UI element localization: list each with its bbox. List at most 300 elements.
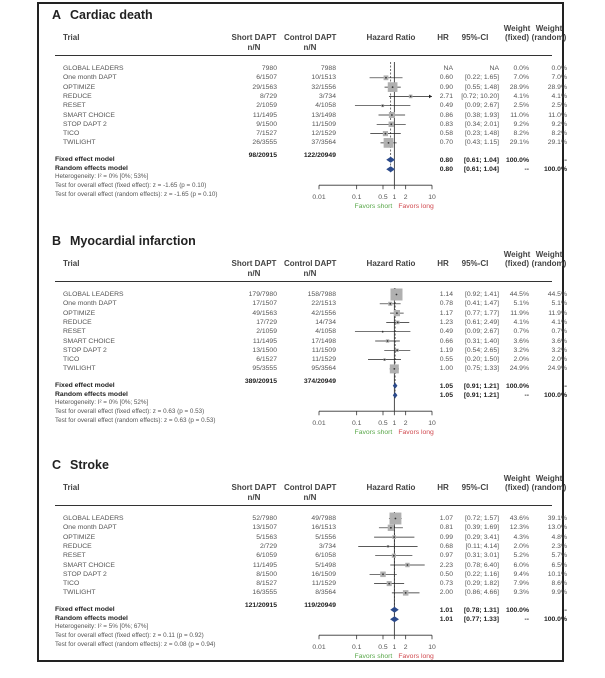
control-dapt-events: 11/1529	[311, 580, 336, 588]
x-tick-label: 1	[392, 644, 397, 652]
weight-random: 5.1%	[551, 300, 567, 308]
ci-value: [0.31; 1.40]	[464, 337, 499, 345]
header-weight-random-sub: (random)	[531, 33, 567, 42]
ci-value: [0.77; 1.77]	[464, 309, 499, 317]
fixed-weight-fixed: 100.0%	[505, 156, 529, 164]
ci-value: [0.55; 1.48]	[464, 83, 499, 91]
weight-fixed: 4.1%	[513, 318, 529, 326]
weight-fixed: 5.2%	[513, 552, 529, 560]
trial-name: RESET	[63, 102, 86, 110]
trial-name: TICO	[63, 130, 80, 138]
test-fixed-note: Test for overall effect (fixed effect): z = -1.65 (p = 0.10)	[55, 182, 207, 190]
header-trial: Trial	[63, 259, 80, 268]
weight-fixed: 7.9%	[513, 580, 529, 588]
short-dapt-events: 29/1563	[252, 83, 277, 91]
short-dapt-events: 8/1500	[256, 570, 277, 578]
x-tick-label: 0.5	[378, 420, 388, 428]
weight-random: 0.0%	[551, 65, 567, 72]
favors-long-label: Favors long	[398, 653, 434, 661]
weight-random: 8.2%	[551, 130, 567, 138]
trial-name: One month DAPT	[63, 300, 117, 308]
ci-value: [0.20; 1.50]	[464, 356, 499, 364]
fixed-weight-fixed: 100.0%	[505, 606, 529, 614]
short-dapt-events: 6/1059	[256, 552, 277, 560]
trial-name: TWILIGHT	[63, 589, 96, 597]
trial-name: SMART CHOICE	[63, 337, 115, 345]
point-estimate	[393, 536, 395, 538]
hr-value: 0.60	[439, 74, 453, 82]
short-dapt-events: 13/1500	[252, 346, 277, 354]
trial-name: RESET	[63, 328, 86, 336]
ci-value: [0.72; 10.20]	[461, 92, 499, 100]
fixed-weight-random: --	[562, 606, 567, 614]
short-dapt-events: 17/729	[256, 318, 277, 326]
ci-value: [0.09; 2.67]	[464, 102, 499, 110]
point-estimate	[390, 527, 392, 529]
trial-name: REDUCE	[63, 318, 92, 326]
weight-random: 9.2%	[551, 120, 567, 128]
trial-name: GLOBAL LEADERS	[63, 65, 124, 72]
trial-name: RESET	[63, 552, 86, 560]
weight-fixed: 5.1%	[513, 300, 529, 308]
point-estimate	[407, 564, 409, 566]
ci-value: [0.38; 1.93]	[464, 111, 499, 119]
ci-value: [0.61; 2.49]	[464, 318, 499, 326]
ci-value: [0.29; 1.82]	[464, 580, 499, 588]
weight-random: 11.0%	[548, 111, 567, 119]
hr-value: 1.00	[439, 365, 453, 373]
weight-fixed: 8.2%	[513, 130, 529, 138]
header-control-dapt: Control DAPT	[284, 483, 337, 492]
favors-long-label: Favors long	[398, 429, 434, 437]
short-dapt-total: 98/20915	[248, 151, 277, 159]
panel-title-text: Stroke	[70, 458, 109, 472]
header-trial: Trial	[63, 483, 80, 492]
weight-fixed: 4.3%	[513, 533, 529, 541]
random-ci-value: [0.77; 1.33]	[463, 616, 499, 624]
control-dapt-events: 13/1498	[311, 111, 336, 119]
short-dapt-total: 389/20915	[244, 377, 277, 385]
x-tick-label: 1	[392, 420, 397, 428]
random-hr-value: 1.05	[439, 392, 453, 400]
header-ci: 95%-CI	[461, 483, 489, 492]
control-dapt-events: 8/3564	[315, 589, 336, 597]
trial-name: GLOBAL LEADERS	[63, 291, 124, 298]
random-weight-fixed: --	[524, 392, 529, 400]
x-tick-label: 2	[403, 194, 408, 202]
short-dapt-events: 11/1495	[252, 111, 277, 119]
weight-random: 4.8%	[551, 533, 567, 541]
x-tick-label: 0.1	[351, 194, 362, 202]
favors-short-label: Favors short	[354, 203, 393, 211]
x-tick-label: 0.01	[312, 420, 326, 428]
control-dapt-events: 158/7988	[307, 291, 336, 298]
header-control-nn: n/N	[303, 269, 317, 278]
weight-random: 9.9%	[551, 589, 567, 597]
trial-name: TICO	[63, 580, 80, 588]
short-dapt-events: 13/1507	[252, 524, 277, 532]
control-dapt-events: 6/1058	[315, 552, 336, 560]
fixed-weight-random: --	[562, 156, 567, 164]
header-weight-fixed: Weight	[503, 24, 531, 33]
short-dapt-events: 16/3555	[252, 589, 277, 597]
control-dapt-events: 4/1058	[315, 102, 336, 110]
point-estimate	[395, 518, 397, 520]
point-estimate	[387, 546, 389, 548]
test-fixed-note: Test for overall effect (fixed effect): z = 0.11 (p = 0.92)	[55, 632, 204, 640]
random-hr-value: 1.01	[439, 616, 453, 624]
header-short-dapt: Short DAPT	[231, 33, 277, 42]
header-control-dapt: Control DAPT	[284, 33, 337, 42]
weight-fixed: 2.5%	[513, 102, 529, 110]
header-weight-random-sub: (random)	[531, 483, 567, 492]
ci-value: [0.41; 1.47]	[464, 300, 499, 308]
ci-value: [0.78; 6.40]	[464, 561, 499, 569]
random-weight-fixed: --	[524, 616, 529, 624]
test-fixed-note: Test for overall effect (fixed effect): z = 0.63 (p = 0.53)	[55, 408, 205, 416]
header-weight-random: Weight	[535, 24, 563, 33]
hr-value: 0.86	[439, 111, 453, 119]
ci-value: [0.34; 2.01]	[464, 120, 499, 128]
x-tick-label: 0.01	[312, 644, 326, 652]
weight-fixed: 11.0%	[510, 111, 529, 119]
hr-value: 1.19	[439, 346, 453, 354]
control-dapt-events: 37/3564	[311, 139, 336, 147]
ci-value: [0.22; 1.65]	[464, 74, 499, 82]
fixed-effect-label: Fixed effect model	[55, 155, 115, 163]
panel-title-text: Myocardial infarction	[70, 234, 196, 248]
favors-short-label: Favors short	[354, 429, 393, 437]
weight-random: 39.1%	[547, 515, 567, 522]
random-weight-random: 100.0%	[543, 392, 567, 400]
x-tick-label: 1	[392, 194, 397, 202]
control-dapt-events: 7988	[320, 65, 336, 72]
trial-name: REDUCE	[63, 92, 92, 100]
random-effects-label: Random effects model	[55, 391, 128, 399]
x-tick-label: 0.5	[378, 644, 388, 652]
heterogeneity-note: Heterogeneity: I² = 5% [0%; 67%]	[55, 623, 149, 631]
ci-value: [0.54; 2.65]	[464, 346, 499, 354]
heterogeneity-note: Heterogeneity: I² = 0% [0%; 53%]	[55, 173, 149, 181]
ci-value: [0.22; 1.16]	[464, 570, 499, 578]
header-hr: HR	[437, 483, 449, 492]
trial-name: REDUCE	[63, 542, 92, 550]
control-dapt-events: 16/1513	[311, 524, 336, 532]
short-dapt-events: 49/1563	[252, 309, 277, 317]
hr-value: 0.97	[439, 552, 453, 560]
control-dapt-events: 32/1556	[311, 83, 336, 91]
weight-random: 3.6%	[551, 337, 567, 345]
trial-name: STOP DAPT 2	[63, 346, 107, 354]
control-dapt-events: 11/1509	[311, 346, 336, 354]
short-dapt-events: 6/1527	[256, 356, 277, 364]
test-random-note: Test for overall effect (random effects): z = 0.63 (p = 0.53)	[55, 417, 216, 425]
random-effects-label: Random effects model	[55, 165, 128, 173]
header-ci: 95%-CI	[461, 259, 489, 268]
random-weight-random: 100.0%	[543, 616, 567, 624]
control-dapt-events: 12/1529	[311, 130, 336, 138]
header-weight-fixed-sub: (fixed)	[505, 33, 529, 42]
hr-value: 0.55	[439, 356, 453, 364]
header-short-nn: n/N	[247, 269, 261, 278]
ci-value: [0.72; 1.57]	[464, 515, 499, 522]
weight-fixed: 6.0%	[513, 561, 529, 569]
fixed-ci-value: [0.91; 1.21]	[463, 382, 499, 390]
heterogeneity-note: Heterogeneity: I² = 0% [0%; 52%]	[55, 399, 149, 407]
short-dapt-events: 7/1527	[256, 130, 277, 138]
ci-value: [0.86; 4.66]	[464, 589, 499, 597]
fixed-ci-value: [0.78; 1.31]	[463, 606, 499, 614]
weight-fixed: 9.4%	[513, 570, 529, 578]
weight-fixed: 11.9%	[510, 309, 529, 317]
trial-name: SMART CHOICE	[63, 561, 115, 569]
weight-fixed: 2.0%	[513, 542, 529, 550]
weight-random: 5.7%	[551, 552, 567, 560]
fixed-hr-value: 0.80	[439, 156, 453, 164]
hr-value: 2.23	[439, 561, 453, 569]
point-estimate	[405, 592, 407, 594]
short-dapt-events: 26/3555	[252, 139, 277, 147]
fixed-effect-label: Fixed effect model	[55, 605, 115, 613]
x-tick-label: 10	[428, 420, 436, 428]
point-estimate	[388, 583, 390, 585]
ci-value: [0.75; 1.33]	[464, 365, 499, 373]
ci-value: NA	[489, 65, 499, 72]
trial-name: One month DAPT	[63, 524, 117, 532]
short-dapt-events: 52/7980	[252, 515, 277, 522]
fixed-weight-fixed: 100.0%	[505, 382, 529, 390]
random-effects-label: Random effects model	[55, 615, 128, 623]
short-dapt-events: 179/7980	[248, 291, 277, 298]
weight-random: 11.9%	[548, 309, 567, 317]
short-dapt-events: 17/1507	[252, 300, 277, 308]
header-hazard-ratio: Hazard Ratio	[366, 259, 416, 268]
weight-fixed: 24.9%	[509, 365, 529, 373]
weight-random: 4.1%	[551, 92, 567, 100]
trial-name: One month DAPT	[63, 74, 117, 82]
ci-value: [0.92; 1.41]	[464, 291, 499, 298]
panel-letter: A	[52, 8, 62, 22]
hr-value: NA	[443, 65, 453, 72]
x-tick-label: 0.5	[378, 194, 388, 202]
control-dapt-events: 3/734	[318, 542, 336, 550]
random-weight-fixed: --	[524, 166, 529, 174]
figure-frame	[37, 2, 567, 662]
fixed-diamond	[390, 607, 398, 613]
header-weight-random: Weight	[535, 474, 563, 483]
header-control-dapt: Control DAPT	[284, 259, 337, 268]
short-dapt-events: 2/1059	[256, 102, 277, 110]
weight-fixed: 12.3%	[509, 524, 529, 532]
hr-value: 0.73	[439, 580, 453, 588]
control-dapt-events: 3/734	[318, 92, 336, 100]
ci-value: [0.29; 3.41]	[464, 533, 499, 541]
short-dapt-events: 8/1527	[256, 580, 277, 588]
point-estimate	[382, 573, 384, 575]
favors-short-label: Favors short	[354, 653, 393, 661]
weight-fixed: 0.7%	[513, 328, 529, 336]
weight-random: 13.0%	[547, 524, 567, 532]
hr-value: 2.71	[439, 92, 453, 100]
short-dapt-total: 121/20915	[244, 601, 277, 609]
hr-value: 0.68	[439, 542, 453, 550]
panel-title-text: Cardiac death	[70, 8, 153, 22]
hr-value: 0.83	[439, 120, 453, 128]
hr-value: 0.90	[439, 83, 453, 91]
x-tick-label: 10	[428, 644, 436, 652]
trial-name: TWILIGHT	[63, 365, 96, 373]
weight-random: 44.5%	[547, 291, 567, 298]
fixed-hr-value: 1.05	[439, 382, 453, 390]
random-weight-random: 100.0%	[543, 166, 567, 174]
weight-random: 8.6%	[551, 580, 567, 588]
short-dapt-events: 8/729	[259, 92, 277, 100]
weight-random: 28.9%	[547, 83, 567, 91]
fixed-ci-value: [0.61; 1.04]	[463, 156, 499, 164]
weight-fixed: 7.0%	[513, 74, 529, 82]
weight-random: 10.1%	[547, 570, 567, 578]
hr-value: 1.17	[439, 309, 453, 317]
random-ci-value: [0.61; 1.04]	[463, 166, 499, 174]
favors-long-label: Favors long	[398, 203, 434, 211]
control-dapt-events: 42/1556	[311, 309, 336, 317]
x-tick-label: 2	[403, 420, 408, 428]
control-dapt-events: 95/3564	[311, 365, 336, 373]
control-dapt-events: 5/1498	[315, 561, 336, 569]
point-estimate	[393, 555, 395, 557]
hr-value: 0.49	[439, 102, 453, 110]
trial-name: TICO	[63, 356, 80, 364]
hr-value: 1.14	[439, 291, 453, 298]
weight-random: 2.5%	[551, 102, 567, 110]
trial-name: STOP DAPT 2	[63, 120, 107, 128]
control-dapt-events: 11/1509	[311, 120, 336, 128]
ci-value: [0.43; 1.15]	[464, 139, 499, 147]
hr-value: 0.66	[439, 337, 453, 345]
header-weight-random-sub: (random)	[531, 259, 567, 268]
control-dapt-events: 22/1513	[311, 300, 336, 308]
header-weight-fixed-sub: (fixed)	[505, 483, 529, 492]
hr-value: 0.70	[439, 139, 453, 147]
weight-random: 24.9%	[547, 365, 567, 373]
header-hr: HR	[437, 259, 449, 268]
short-dapt-events: 5/1563	[256, 533, 277, 541]
random-hr-value: 0.80	[439, 166, 453, 174]
panel-letter: B	[52, 234, 62, 248]
weight-random: 2.3%	[551, 542, 567, 550]
trial-name: OPTIMIZE	[63, 309, 96, 317]
weight-fixed: 43.6%	[509, 515, 529, 522]
header-weight-fixed: Weight	[503, 474, 531, 483]
short-dapt-events: 2/729	[259, 542, 277, 550]
weight-random: 3.2%	[551, 346, 567, 354]
weight-fixed: 2.0%	[513, 356, 529, 364]
weight-fixed: 28.9%	[509, 83, 529, 91]
weight-fixed: 9.3%	[513, 589, 529, 597]
weight-random: 2.0%	[551, 356, 567, 364]
control-dapt-events: 10/1513	[311, 74, 336, 82]
fixed-effect-label: Fixed effect model	[55, 381, 115, 389]
header-hazard-ratio: Hazard Ratio	[366, 33, 416, 42]
fixed-weight-random: --	[562, 382, 567, 390]
test-random-note: Test for overall effect (random effects): z = 0.08 (p = 0.94)	[55, 641, 216, 649]
control-dapt-events: 11/1529	[311, 356, 336, 364]
short-dapt-events: 95/3555	[252, 365, 277, 373]
x-tick-label: 0.1	[351, 420, 362, 428]
hr-value: 0.50	[439, 570, 453, 578]
ci-value: [0.39; 1.69]	[464, 524, 499, 532]
header-control-nn: n/N	[303, 493, 317, 502]
x-tick-label: 2	[403, 644, 408, 652]
header-control-nn: n/N	[303, 43, 317, 52]
x-tick-label: 0.1	[351, 644, 362, 652]
short-dapt-events: 7980	[261, 65, 277, 72]
weight-random: 7.0%	[551, 74, 567, 82]
weight-fixed: 3.6%	[513, 337, 529, 345]
control-dapt-events: 4/1058	[315, 328, 336, 336]
random-ci-value: [0.91; 1.21]	[463, 392, 499, 400]
x-tick-label: 0.01	[312, 194, 326, 202]
header-short-nn: n/N	[247, 43, 261, 52]
short-dapt-events: 2/1059	[256, 328, 277, 336]
weight-fixed: 29.1%	[509, 139, 529, 147]
weight-fixed: 9.2%	[513, 120, 529, 128]
ci-value: [0.23; 1.48]	[464, 130, 499, 138]
forest-panel-c	[39, 4, 567, 661]
weight-random: 4.1%	[551, 318, 567, 326]
short-dapt-events: 11/1495	[252, 561, 277, 569]
ci-value: [0.11; 4.14]	[465, 542, 499, 550]
hr-value: 0.78	[439, 300, 453, 308]
x-tick-label: 10	[428, 194, 436, 202]
control-dapt-events: 16/1509	[311, 570, 336, 578]
hr-value: 1.23	[439, 318, 453, 326]
trial-name: SMART CHOICE	[63, 111, 115, 119]
header-short-dapt: Short DAPT	[231, 259, 277, 268]
weight-random: 0.7%	[551, 328, 567, 336]
panel-letter: C	[52, 458, 62, 472]
control-dapt-total: 122/20949	[303, 151, 336, 159]
header-weight-random: Weight	[535, 250, 563, 259]
hr-value: 0.81	[439, 524, 453, 532]
header-weight-fixed: Weight	[503, 250, 531, 259]
header-short-nn: n/N	[247, 493, 261, 502]
trial-name: TWILIGHT	[63, 139, 96, 147]
header-weight-fixed-sub: (fixed)	[505, 259, 529, 268]
test-random-note: Test for overall effect (random effects): z = -1.65 (p = 0.10)	[55, 191, 218, 199]
hr-value: 0.58	[439, 130, 453, 138]
trial-name: OPTIMIZE	[63, 83, 96, 91]
weight-fixed: 3.2%	[513, 346, 529, 354]
weight-fixed: 0.0%	[513, 65, 529, 72]
hr-value: 2.00	[439, 589, 453, 597]
hr-value: 0.49	[439, 328, 453, 336]
control-dapt-events: 49/7988	[311, 515, 336, 522]
ci-value: [0.09; 2.67]	[464, 328, 499, 336]
trial-name: STOP DAPT 2	[63, 570, 107, 578]
header-short-dapt: Short DAPT	[231, 483, 277, 492]
weight-random: 6.5%	[551, 561, 567, 569]
control-dapt-total: 119/20949	[304, 601, 336, 609]
weight-fixed: 4.1%	[513, 92, 529, 100]
hr-value: 0.99	[439, 533, 453, 541]
control-dapt-total: 374/20949	[303, 377, 336, 385]
header-trial: Trial	[63, 33, 80, 42]
trial-name: OPTIMIZE	[63, 533, 96, 541]
header-ci: 95%-CI	[461, 33, 489, 42]
hr-value: 1.07	[439, 515, 453, 522]
random-diamond	[390, 616, 399, 622]
